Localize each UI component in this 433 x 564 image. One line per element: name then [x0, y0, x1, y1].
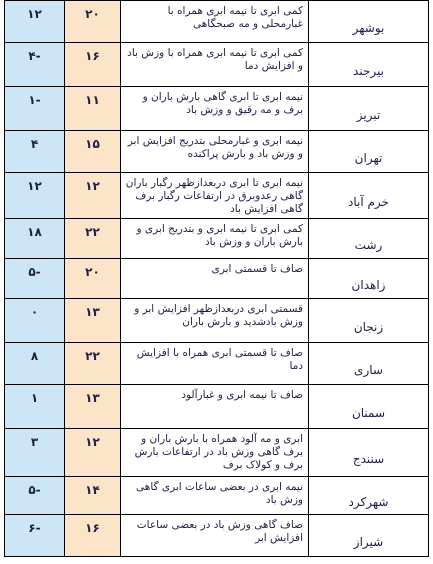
city-name: تبریز: [356, 107, 381, 122]
table-row: [5, 477, 429, 515]
max-temp-cell: ۱۲: [65, 173, 121, 219]
description-cell: صاف تا نیمه ابری و غبارآلود: [121, 385, 309, 429]
city-name: بیرجند: [353, 63, 384, 78]
city-name: رشت: [354, 237, 383, 252]
min-temp-cell: ۳: [5, 429, 65, 477]
table-row: [5, 515, 429, 557]
city-cell: [309, 131, 429, 173]
description-cell: کمی ابری تا نیمه ابری و بتدریج ابری و بارش باران و وزش باد: [121, 219, 309, 259]
table-row: [5, 43, 429, 87]
city-name: شهرکرد: [348, 494, 389, 509]
min-temp-cell: ۸: [5, 343, 65, 385]
table-row: [5, 299, 429, 343]
forecast-table-container: [4, 0, 428, 557]
min-temp-cell: ۴: [5, 131, 65, 173]
city-name: شیراز: [353, 534, 384, 549]
max-temp-cell: ۱۶: [65, 515, 121, 557]
city-cell: [309, 173, 429, 219]
city-cell: [309, 429, 429, 477]
description-cell: صاف تا قسمتی ابری همراه با افزایش دما: [121, 343, 309, 385]
city-cell: [309, 299, 429, 343]
city-cell: [309, 515, 429, 557]
forecast-table: [4, 0, 429, 557]
max-temp-cell: ۱۴: [65, 477, 121, 515]
description-cell: نیمه ابری و غبارمحلی بتدریج افزایش ابر و وزش باد و بارش پراکنده: [121, 131, 309, 173]
city-name: زاهدان: [351, 277, 386, 292]
city-name: زنجان: [353, 319, 384, 334]
city-cell: [309, 219, 429, 259]
city-name: تهران: [354, 150, 383, 165]
table-row: [5, 429, 429, 477]
min-temp-cell: ۱: [5, 385, 65, 429]
city-name: بوشهر: [352, 20, 385, 35]
description-cell: صاف گاهی وزش باد در بعضی ساعات افزایش ابر: [121, 515, 309, 557]
table-row: [5, 385, 429, 429]
table-row: [5, 131, 429, 173]
table-row: [5, 87, 429, 131]
max-temp-cell: ۲۰: [65, 1, 121, 43]
max-temp-cell: ۱۳: [65, 385, 121, 429]
min-temp-cell: -۶: [5, 515, 65, 557]
min-temp-cell: ۰: [5, 299, 65, 343]
description-cell: صاف تا قسمتی ابری: [121, 259, 309, 299]
description-cell: کمی ابری تا نیمه ابری همراه با وزش باد و افزایش دما: [121, 43, 309, 87]
max-temp-cell: ۲۲: [65, 219, 121, 259]
city-cell: [309, 343, 429, 385]
min-temp-cell: ۱۸: [5, 219, 65, 259]
table-row: [5, 219, 429, 259]
max-temp-cell: ۱۶: [65, 43, 121, 87]
city-name: سمنان: [351, 405, 386, 420]
description-cell: ابری و مه آلود همراه با بارش باران و برف گاهی وزش باد در ارتفاعات بارش برف و کولاک برف: [121, 429, 309, 477]
city-cell: [309, 385, 429, 429]
city-name: خرم آباد: [348, 194, 389, 209]
description-cell: نیمه ابری در بعضی ساعات ابری گاهی وزش باد: [121, 477, 309, 515]
min-temp-cell: -۴: [5, 43, 65, 87]
min-temp-cell: -۵: [5, 477, 65, 515]
description-cell: نیمه ابری تا ابری گاهی بارش باران و برف و مه رقیق و وزش باد: [121, 87, 309, 131]
min-temp-cell: ۱۲: [5, 173, 65, 219]
description-cell: نیمه ابری تا ابری دربعدازظهر رگبار باران گاهی رعدوبرق در ارتفاعات رگبار برف گاهی افزایش باد: [121, 173, 309, 219]
max-temp-cell: ۱۵: [65, 131, 121, 173]
min-temp-cell: -۵: [5, 259, 65, 299]
table-row: [5, 343, 429, 385]
table-row: [5, 173, 429, 219]
max-temp-cell: ۱۳: [65, 299, 121, 343]
table-row: [5, 1, 429, 43]
city-name: ساری: [354, 362, 383, 377]
description-cell: کمی ابری تا نیمه ابری همراه با غبارمحلی و مه صبحگاهی: [121, 1, 309, 43]
description-cell: قسمتی ابری دربعدازظهر افزایش ابر و وزش بادشدید و بارش باران: [121, 299, 309, 343]
city-cell: [309, 87, 429, 131]
max-temp-cell: ۲۲: [65, 343, 121, 385]
max-temp-cell: ۱۱: [65, 87, 121, 131]
max-temp-cell: ۱۲: [65, 429, 121, 477]
table-row: [5, 259, 429, 299]
min-temp-cell: -۱: [5, 87, 65, 131]
city-cell: [309, 43, 429, 87]
city-cell: [309, 1, 429, 43]
city-name: سنندج: [352, 451, 385, 466]
max-temp-cell: ۲۰: [65, 259, 121, 299]
city-cell: [309, 477, 429, 515]
city-cell: [309, 259, 429, 299]
min-temp-cell: ۱۲: [5, 1, 65, 43]
